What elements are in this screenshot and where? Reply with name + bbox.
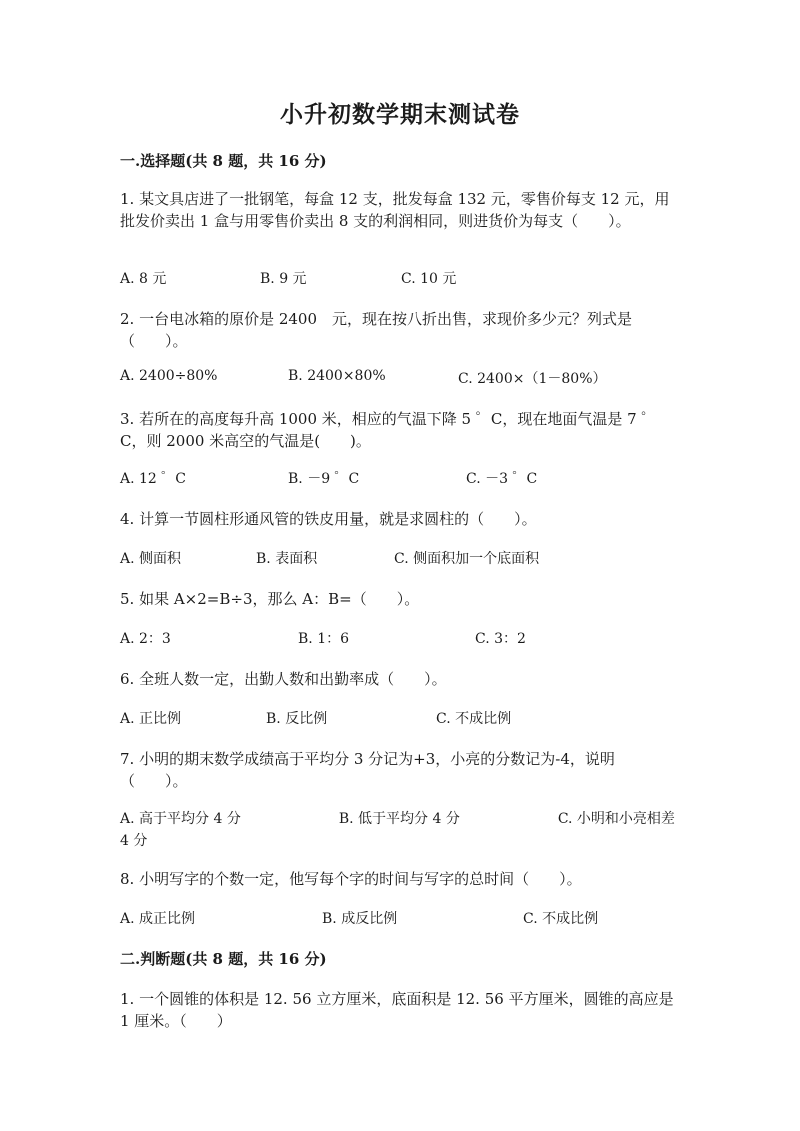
question-8: 8. 小明写字的个数一定，他写每个字的时间与写字的总时间（ ）。	[120, 870, 582, 888]
options-2	[120, 368, 680, 412]
question-6: 6. 全班人数一定，出勤人数和出勤率成（ ）。	[120, 670, 447, 688]
section-heading-judge: 二.判断题(共 8 题，共 16 分)	[120, 950, 327, 968]
options-6	[120, 708, 680, 752]
option-c[interactable]: C. 10 元	[401, 271, 457, 287]
option-a[interactable]: A. 正比例	[120, 711, 182, 727]
option-c[interactable]: C. 3：2	[475, 631, 526, 647]
question-2: 2. 一台电冰箱的原价是 2400 元，现在按八折出售，求现价多少元？列式是（ ）。	[120, 310, 633, 350]
section-heading-choice: 一.选择题(共 8 题，共 16 分)	[120, 152, 327, 170]
options-line[interactable]: A. 高于平均分 4 分 B. 低于平均分 4 分 C. 小明和小亮相差 4 分	[120, 811, 675, 849]
option-a[interactable]: A. 侧面积	[120, 551, 182, 567]
question-3: 3. 若所在的高度每升高 1000 米，相应的气温下降 5 ゜C，现在地面气温是 7 ゜C，则 2000 米高空的气温是( )。	[120, 410, 657, 450]
question-1: 1. 某文具店进了一批钢笔，每盒 12 支，批发每盒 132 元，零售价每支 12 元，用批发价卖出 1 盒与用零售价卖出 8 支的利润相同，则进货价为每支（ ）。	[120, 190, 670, 230]
option-b[interactable]: B. 9 元	[260, 271, 307, 287]
option-a[interactable]: A. 2400÷80%	[120, 368, 218, 384]
options-8	[120, 908, 680, 952]
option-c[interactable]: C. 不成比例	[523, 911, 599, 927]
option-b[interactable]: B. 2400×80%	[288, 368, 386, 384]
option-b[interactable]: B. 反比例	[266, 711, 328, 727]
option-c[interactable]: C. 不成比例	[436, 711, 512, 727]
options-7	[120, 808, 680, 852]
question-7: 7. 小明的期末数学成绩高于平均分 3 分记为+3，小亮的分数记为-4，说明（ ）。	[120, 750, 615, 790]
options-1	[120, 268, 680, 312]
page-title: 小升初数学期末测试卷	[280, 101, 520, 128]
option-a[interactable]: A. 12 ゜C	[120, 471, 186, 487]
option-b[interactable]: B. 成反比例	[322, 911, 398, 927]
option-c[interactable]: C. 2400×（1－80%）	[458, 371, 607, 387]
options-3	[120, 468, 680, 512]
option-a[interactable]: A. 成正比例	[120, 911, 196, 927]
option-a[interactable]: A. 2：3	[120, 631, 171, 647]
option-c[interactable]: C. －3 ゜C	[466, 471, 538, 487]
judge-question-1: 1. 一个圆锥的体积是 12. 56 立方厘米，底面积是 12. 56 平方厘米，圆锥的高应是 1 厘米。（ ）	[120, 990, 674, 1030]
options-4	[120, 548, 680, 592]
option-a[interactable]: A. 8 元	[120, 271, 167, 287]
option-b[interactable]: B. 表面积	[256, 551, 318, 567]
question-5: 5. 如果 A×2=B÷3，那么 A：B=（ ）。	[120, 590, 420, 608]
question-4: 4. 计算一节圆柱形通风管的铁皮用量，就是求圆柱的（ ）。	[120, 510, 537, 528]
options-5	[120, 628, 680, 672]
option-c[interactable]: C. 侧面积加一个底面积	[394, 551, 540, 567]
option-b[interactable]: B. 1：6	[298, 631, 350, 647]
option-b[interactable]: B. －9 ゜C	[288, 471, 360, 487]
